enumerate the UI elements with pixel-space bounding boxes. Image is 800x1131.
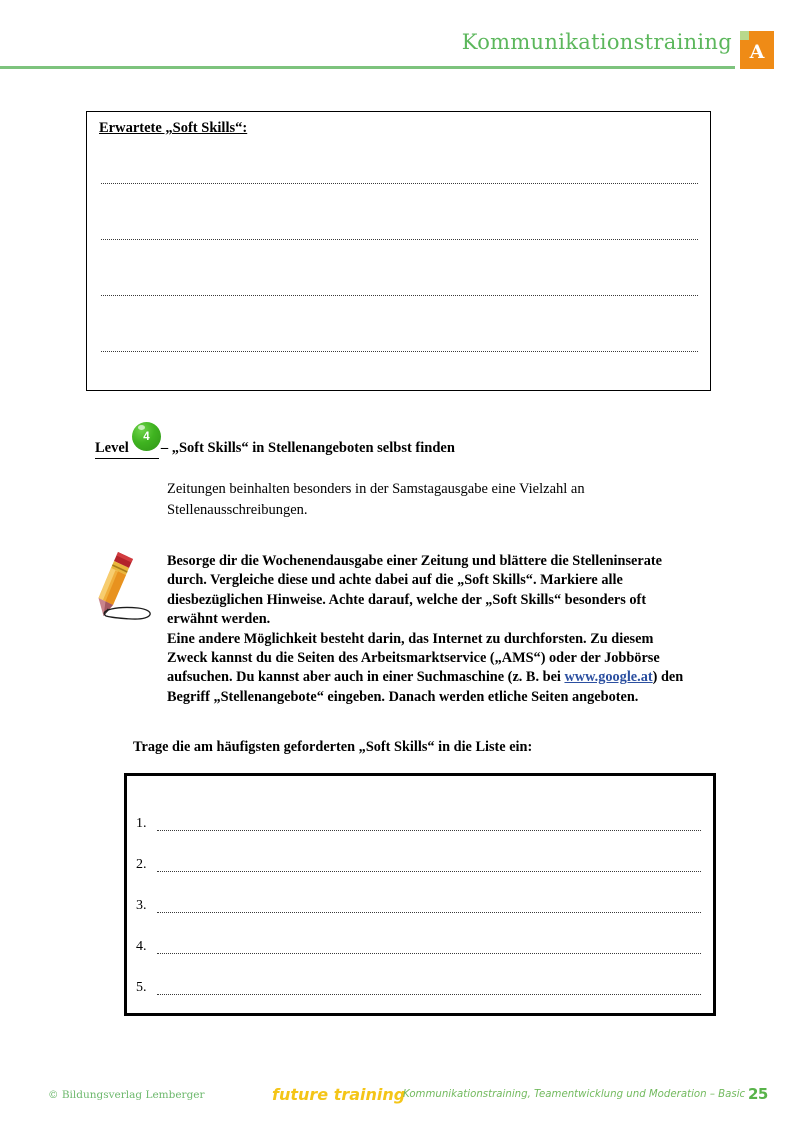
- level-label: Level: [95, 440, 129, 456]
- blank-write-line[interactable]: [101, 351, 698, 352]
- page-title: Kommunikationstraining: [461, 30, 732, 54]
- level-label-underlined: [95, 430, 159, 459]
- soft-skills-list-box: [124, 773, 716, 1016]
- list-item[interactable]: [127, 978, 713, 998]
- list-item-write-line[interactable]: [157, 912, 701, 913]
- footer-subtitle: Kommunikationstraining, Teamentwicklung und Moderation – Basic: [403, 1089, 746, 1100]
- blank-write-line[interactable]: [101, 295, 698, 296]
- list-item-write-line[interactable]: [157, 871, 701, 872]
- header-divider: [0, 66, 735, 69]
- intro-paragraph: Zeitungen beinhalten besonders in der Samstagausgabe eine Vielzahl an Stellenausschreibungen.: [167, 481, 585, 518]
- footer-brand: future training: [272, 1085, 406, 1104]
- level-heading-rest: – „Soft Skills“ in Stellenangeboten selbst finden: [160, 440, 455, 456]
- blank-write-line[interactable]: [101, 183, 698, 184]
- list-prompt: Trage die am häufigsten geforderten „Soft Skills“ in die Liste ein:: [133, 739, 533, 755]
- expected-soft-skills-box: [86, 111, 711, 391]
- level-number: 4: [143, 430, 150, 443]
- answer-box-title: Erwartete „Soft Skills“:: [99, 120, 248, 136]
- list-item[interactable]: [127, 814, 713, 834]
- task-instructions: [167, 552, 697, 707]
- task-paragraph-1: Besorge dir die Wochenendausgabe einer Zeitung und blättere die Stelleninserate durch. Vergleiche diese und achte dabei auf die „Soft Skills“. Markiere alle diesbezüglichen Hinweise. Achte darauf, welche der „Soft Skills“ besonders oft erwähnt werden.: [167, 553, 662, 628]
- level-heading: [95, 430, 455, 459]
- list-item-number: 3.: [136, 898, 147, 913]
- list-item[interactable]: [127, 855, 713, 875]
- badge-letter: A: [749, 40, 765, 63]
- level-number-ball-icon: [132, 422, 161, 451]
- list-item-write-line[interactable]: [157, 994, 701, 995]
- list-item-number: 1.: [136, 816, 147, 831]
- task-paragraph-2-part-1: Eine andere Möglichkeit besteht darin, das Internet zu durchforsten. Zu diesem Zweck kannst du die Seiten des Arbeitsmarktservice („AMS“) oder der Jobbörse aufsuchen. Du kannst aber auch in einer Suchmaschine (z. B. bei: [167, 630, 660, 686]
- page-number: 25: [748, 1085, 768, 1103]
- section-badge: [740, 31, 774, 69]
- page-header: [0, 0, 800, 90]
- blank-write-line[interactable]: [101, 239, 698, 240]
- list-item-number: 5.: [136, 980, 147, 995]
- task-paragraph-2-part-2: ) den Begriff „Stellenangebote“ eingeben. Danach werden etliche Seiten angeboten.: [167, 669, 684, 705]
- list-item[interactable]: [127, 937, 713, 957]
- footer-copyright: © Bildungsverlag Lemberger: [48, 1089, 205, 1101]
- list-item-number: 2.: [136, 857, 147, 872]
- list-item-write-line[interactable]: [157, 953, 701, 954]
- list-item-write-line[interactable]: [157, 830, 701, 831]
- google-link[interactable]: www.google.at: [564, 669, 653, 686]
- list-item-number: 4.: [136, 939, 147, 954]
- list-item[interactable]: [127, 896, 713, 916]
- pencil-icon: [96, 548, 162, 620]
